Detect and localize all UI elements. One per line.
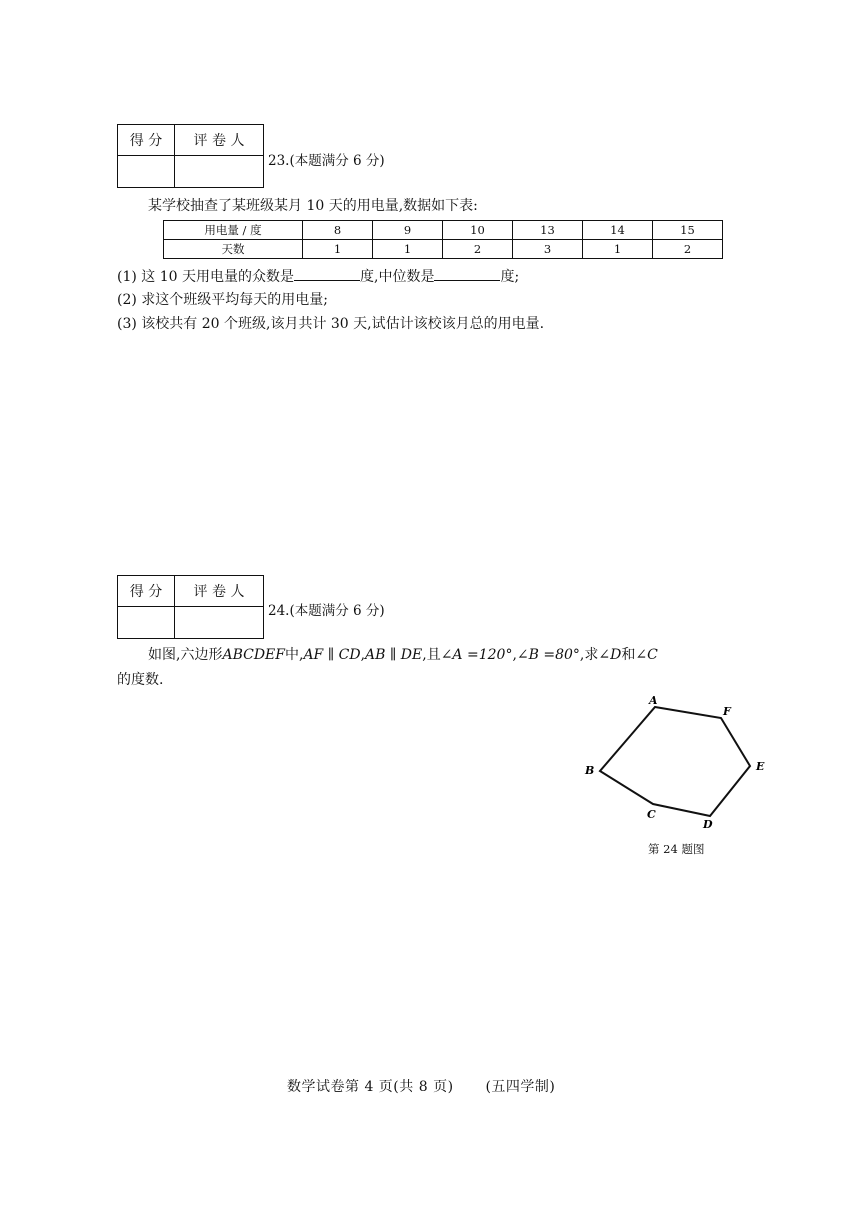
q23-part1-text-c: 度; <box>500 269 520 285</box>
q24-text-in: 中, <box>284 647 304 663</box>
parallel-ab-de: AB ∥ DE <box>365 647 423 663</box>
angle-b: ∠B =80° <box>516 647 580 663</box>
table-row <box>164 221 723 240</box>
mode-answer-blank[interactable] <box>294 266 360 281</box>
hexagon-shape <box>600 707 750 816</box>
q23-part3: (3) 该校共有 20 个班级,该月共计 30 天,试估计该校该月总的用电量. <box>117 316 545 332</box>
cell-days: 1 <box>303 240 373 259</box>
vertex-label-e: E <box>756 760 765 773</box>
q24-problem-text-end: 的度数. <box>117 672 164 688</box>
cell-electricity: 10 <box>443 221 513 240</box>
cell-days: 1 <box>373 240 443 259</box>
row-label-days: 天数 <box>164 240 303 259</box>
grader-cell[interactable] <box>175 607 264 639</box>
cell-days: 3 <box>513 240 583 259</box>
cell-electricity: 8 <box>303 221 373 240</box>
grader-cell[interactable] <box>175 156 264 188</box>
q24-comma: , <box>360 647 366 663</box>
figure-caption: 第 24 题图 <box>648 842 705 856</box>
cell-electricity: 14 <box>583 221 653 240</box>
q24-text-he: 和 <box>621 647 636 663</box>
q23-part2: (2) 求这个班级平均每天的用电量; <box>117 292 328 308</box>
q23-part1-text-a: (1) 这 10 天用电量的众数是 <box>117 269 294 285</box>
parallel-af-cd: AF ∥ CD <box>303 647 361 663</box>
cell-days: 1 <box>583 240 653 259</box>
footer-system: (五四学制) <box>485 1079 556 1095</box>
q23-intro: 某学校抽查了某班级某月 10 天的用电量,数据如下表: <box>148 198 478 214</box>
vertex-label-a: A <box>649 694 658 707</box>
hexagon-name: ABCDEF <box>222 647 285 663</box>
score-label: 得 分 <box>118 576 175 607</box>
vertex-label-b: B <box>585 764 595 777</box>
vertex-label-f: F <box>723 705 731 718</box>
q23-part1-text-b: 度,中位数是 <box>360 269 435 285</box>
cell-electricity: 13 <box>513 221 583 240</box>
q24-header: 24.(本题满分 6 分) <box>268 603 385 619</box>
q24-text-prefix: 如图,六边形 <box>148 647 223 663</box>
grader-label: 评 卷 人 <box>175 576 264 607</box>
electricity-table <box>163 220 723 259</box>
grader-label: 评 卷 人 <box>175 125 264 156</box>
score-cell[interactable] <box>118 156 175 188</box>
q23-part1 <box>117 266 519 287</box>
footer-page-info: 数学试卷第 4 页(共 8 页) <box>287 1079 454 1095</box>
q24-problem-text <box>148 645 658 665</box>
q24-text-and: ,且 <box>422 647 441 663</box>
angle-a: ∠A =120° <box>440 647 513 663</box>
score-box-q24 <box>117 575 264 639</box>
angle-c: ∠C <box>635 647 658 663</box>
row-label-electricity: 用电量 / 度 <box>164 221 303 240</box>
q24-comma: , <box>512 647 517 663</box>
cell-electricity: 9 <box>373 221 443 240</box>
table-row <box>164 240 723 259</box>
score-box-q23 <box>117 124 264 188</box>
score-label: 得 分 <box>118 125 175 156</box>
cell-electricity: 15 <box>653 221 723 240</box>
vertex-label-c: C <box>647 808 656 821</box>
vertex-label-d: D <box>703 818 713 831</box>
q23-header: 23.(本题满分 6 分) <box>268 153 385 169</box>
cell-days: 2 <box>443 240 513 259</box>
median-answer-blank[interactable] <box>434 266 500 281</box>
angle-d: ∠D <box>598 647 622 663</box>
page-footer <box>287 1076 555 1096</box>
cell-days: 2 <box>653 240 723 259</box>
score-cell[interactable] <box>118 607 175 639</box>
q24-text-find: ,求 <box>579 647 599 663</box>
hexagon-figure <box>575 690 775 835</box>
